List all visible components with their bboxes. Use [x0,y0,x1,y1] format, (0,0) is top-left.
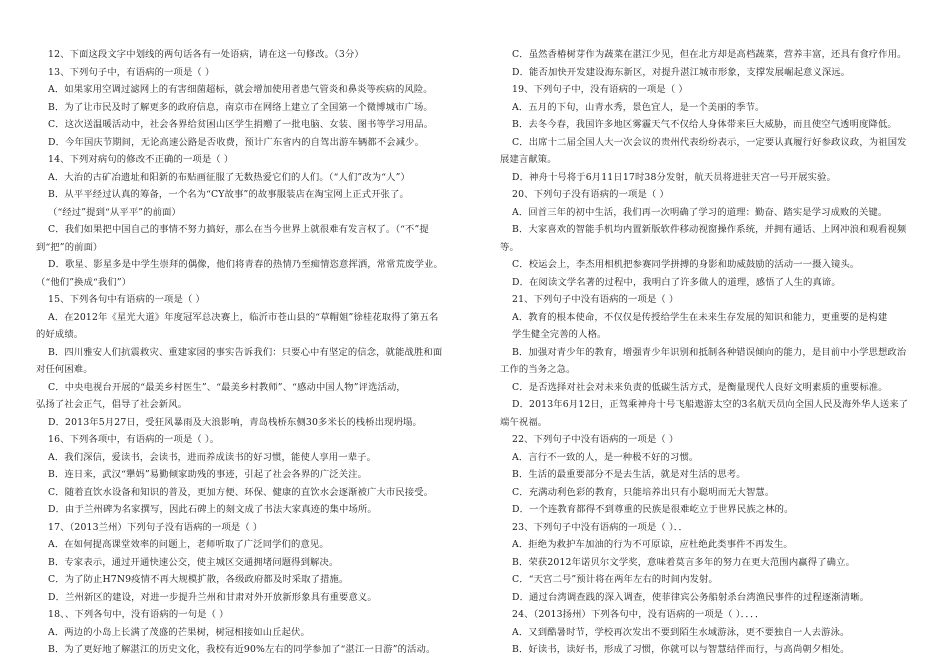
text-line: B．好读书，读好书，形成了习惯，你就可以与智慧结伴而行，与高尚朝夕相处。 [512,644,850,655]
text-line: C．这次送温暖活动中，社会各界给贫困山区学生捐赠了一批电脑、女装、图书等学习用品。 [48,119,434,130]
text-line: D．歌星、影星多是中学生崇拜的偶像，他们将青春的热情乃至痴情恣意挥洒，常常荒废学业。 [48,259,443,270]
text-line: 20、下列句子没有语病的一项是（ ） [512,189,669,200]
text-line: 学生健全完善的人格。 [512,329,607,340]
text-line: B．生活的最重要部分不是去生活，就是对生活的思考。 [512,469,746,480]
text-line: C．是否选择对社会对未来负责的低碳生活方式，是衡量现代人良好文明素质的重要标准。 [512,381,888,393]
text-line: A．拒绝为救护车加油的行为不可原谅，应杜绝此类事件不再发生。 [512,539,793,550]
text-line: 弘扬了社会正气，倡导了社会新风。 [36,399,188,410]
text-line: 12、下面这段文字中划线的两句话各有一处语病，请在这一句修改。（3分） [48,49,364,60]
left-column [36,46,464,659]
text-line: A．回首三年的初中生活，我们再一次明确了学习的道理：勤奋、踏实是学习成败的关键。 [512,206,888,218]
text-line: B．去冬今春，我国许多地区雾霾天气不仅给人身体带来巨大威胁，而且使空气透明度降低。 [512,119,897,130]
text-line: 23、下列句子中没有语病的一项是（ ）．． [512,521,688,533]
text-line: 24、（2013扬州）下列各句中，没有语病的一项是（ ）．．．． [512,609,765,620]
text-line: B．加强对青少年的教育，增强青少年识别和抵制各种错误倾向的能力，是目前中小学思想政治 [512,346,907,358]
text-line: A．大治的古矿冶遗址和阳新的布贴画征服了无数热爱它们的人们。（“人们”改为“人”） [48,171,410,183]
right-column [500,46,924,659]
text-line: C．为了防止H7N9疫情不再大规模扩散，各级政府都及时采取了措施。 [48,574,349,585]
text-line: C．中央电视台开展的“最美乡村医生”、“最美乡村教师”、“感动中国人物”评选活动， [48,381,406,393]
text-line: （“经过”提到“从平平”的前面） [48,206,181,218]
text-line: B．从平平经过认真的筹备，一个名为“CY故事”的故事服装店在淘宝网上正式开张了。 [48,189,409,200]
text-line: D．能否加快开发建设海东新区，对提升湛江城市形象，支撑发展崛起意义深远。 [512,66,851,78]
text-line: 14、下列对病句的修改不正确的一项是（ ） [48,154,234,165]
text-line: B．为了更好地了解湛江的历史文化，我校有近90%左右的同学参加了“湛江一日游”的活动。 [48,644,436,655]
text-line: 端午祝福。 [500,416,548,428]
text-line: B．四川雅安人们抗震救灾、重建家园的事实告诉我们：只要心中有坚定的信念，就能战胜和面 [48,346,443,358]
text-line: C．“天宫二号”预计将在两年左右的时间内发射。 [512,574,719,585]
text-line: 22、下列句子中没有语病的一项是（ ） [512,434,679,445]
text-line: 展建言献策。 [500,154,557,165]
text-line: C．随着直饮水设备和知识的普及，更加方便、环保、健康的直饮水会逐渐被广大市民接受。 [48,486,434,498]
text-line: C．校运会上，李杰用相机把参赛同学拼搏的身影和助威鼓励的活动一一摄入镜头。 [512,259,860,270]
text-line: B．大家喜欢的智能手机均内置新版软件移动视窗操作系统，并拥有通话、上网冲浪和观看视频 [512,224,907,235]
text-line: （“他们”换成“我们”） [36,276,132,288]
text-line: A．在2012年《星光大道》年度冠军总决赛上，临沂市苍山县的“草帽姐”徐桂花取得了第五名 [48,311,439,323]
text-line: 21、下列句子中没有语病的一项是（ ） [512,294,679,305]
text-line: C．出席十二届全国人大一次会议的贵州代表纷纷表示，一定要认真履行好参政议政，为祖国发 [512,136,907,148]
text-line: D．2013年6月12日，正驾乘神舟十号飞船遨游太空的3名航天员向全国人民及海外华人送来了 [512,399,909,410]
text-line: 对任何困难。 [36,364,93,375]
text-line: D．兰州新区的建设，对进一步提升兰州和甘肃对外开放新形象具有重要意义。 [48,591,377,603]
text-line: 19、下列句子中，没有语病的一项是（ ） [512,84,688,95]
text-line: 工作的当务之急。 [500,364,576,375]
text-line: B．连日来，武汉“犟妈”易勤倾家助残的事迹，引起了社会各界的广泛关注。 [48,469,368,480]
text-line: B．荣获2012年诺贝尔文学奖，意味着莫言多年的努力在更大范围内赢得了确立。 [512,556,855,568]
text-line: 的好成绩。 [36,329,84,340]
text-line: 18、、下列各句中，没有语病的一句是（ ） [48,609,229,620]
text-line: B．专家表示，通过开通快速公交，使主城区交通拥堵问题得到解决。 [48,556,339,568]
text-line: D．通过台湾调查践的深入调查，使菲律宾公务船射杀台湾渔民事件的过程逐渐清晰。 [512,591,870,603]
text-line: D．在阅读文学名著的过程中，我明白了许多做人的道理，感悟了人生的真谛。 [512,276,841,288]
text-line: A．又到酷暑时节，学校再次发出不要到陌生水域游泳，更不要独自一人去游泳。 [512,626,850,638]
text-line: 17、（2013兰州）下列句子没有语病的一项是（ ） [48,521,263,533]
text-line: 15、下列各句中有语病的一项是（ ） [48,294,205,305]
text-line: A．在如何提高课堂效率的问题上，老师听取了广泛同学们的意见。 [48,539,329,550]
text-line: A．五月的下旬，山青水秀，景色宜人，是一个美丽的季节。 [512,101,765,113]
text-line: A．我们深信，爱读书，会读书，进而养成读书的好习惯，能使人享用一辈子。 [48,451,377,463]
text-line: C．充满动利色彩的教育，只能培养出只有小聪明而无大智慧。 [512,486,775,498]
text-line: D．神舟十号将于6月11日17时38分发射，航天员将进驻天宫一号开展实验。 [512,171,837,183]
text-line: D．今年国庆节期间，无论高速公路是否收费，预计广东省内的自驾出游车辆都不会减少。 [48,136,425,148]
text-line: C．我们如果把中国自己的事情不努力搞好，那么在当今世界上就很难有发言权了。（“不”提 [48,224,429,235]
text-line: 到“把”的前面） [36,241,103,253]
text-line: B．为了让市民及时了解更多的政府信息，南京市在网络上建立了全国第一个微博城市广场。 [48,101,433,113]
text-line: D．一个连教育都得不到尊重的民族是很难屹立于世界民族之林的。 [512,504,794,515]
text-line: A．教育的根本使命，不仅仅是传授给学生在未来生存发展的知识和能力，更重要的是构建 [512,311,888,323]
text-line: C．虽然香椿树芽作为蔬菜在湛江少见，但在北方却是高档蔬菜，营养丰富，还具有食疗作用。 [512,49,907,60]
text-line: 等。 [500,241,519,253]
text-line: 16、下列各项中，有语病的一项是（ ）。 [48,434,220,445]
text-line: A．言行不一致的人，是一种极不好的习惯。 [512,451,699,463]
text-line: 13、下列句子中，有语病的一项是（ ） [48,66,215,78]
text-line: A．如果家用空调过滤网上的有害细菌超标，就会增加使用者患气管炎和鼻炎等疾病的风险。 [48,84,433,95]
text-line: D．2013年5月27日，受狂风暴雨及大浪影响，青岛栈桥东侧30多米长的栈桥出现坍塌。 [48,416,422,428]
text-line: D．由于兰州碑为名家撰写，因此石碑上的刻文成了书法大家真迹的集中场所。 [48,504,377,515]
text-line: A．两边的小岛上长满了茂盛的芒果树，树冠相接如山丘起伏。 [48,626,310,638]
